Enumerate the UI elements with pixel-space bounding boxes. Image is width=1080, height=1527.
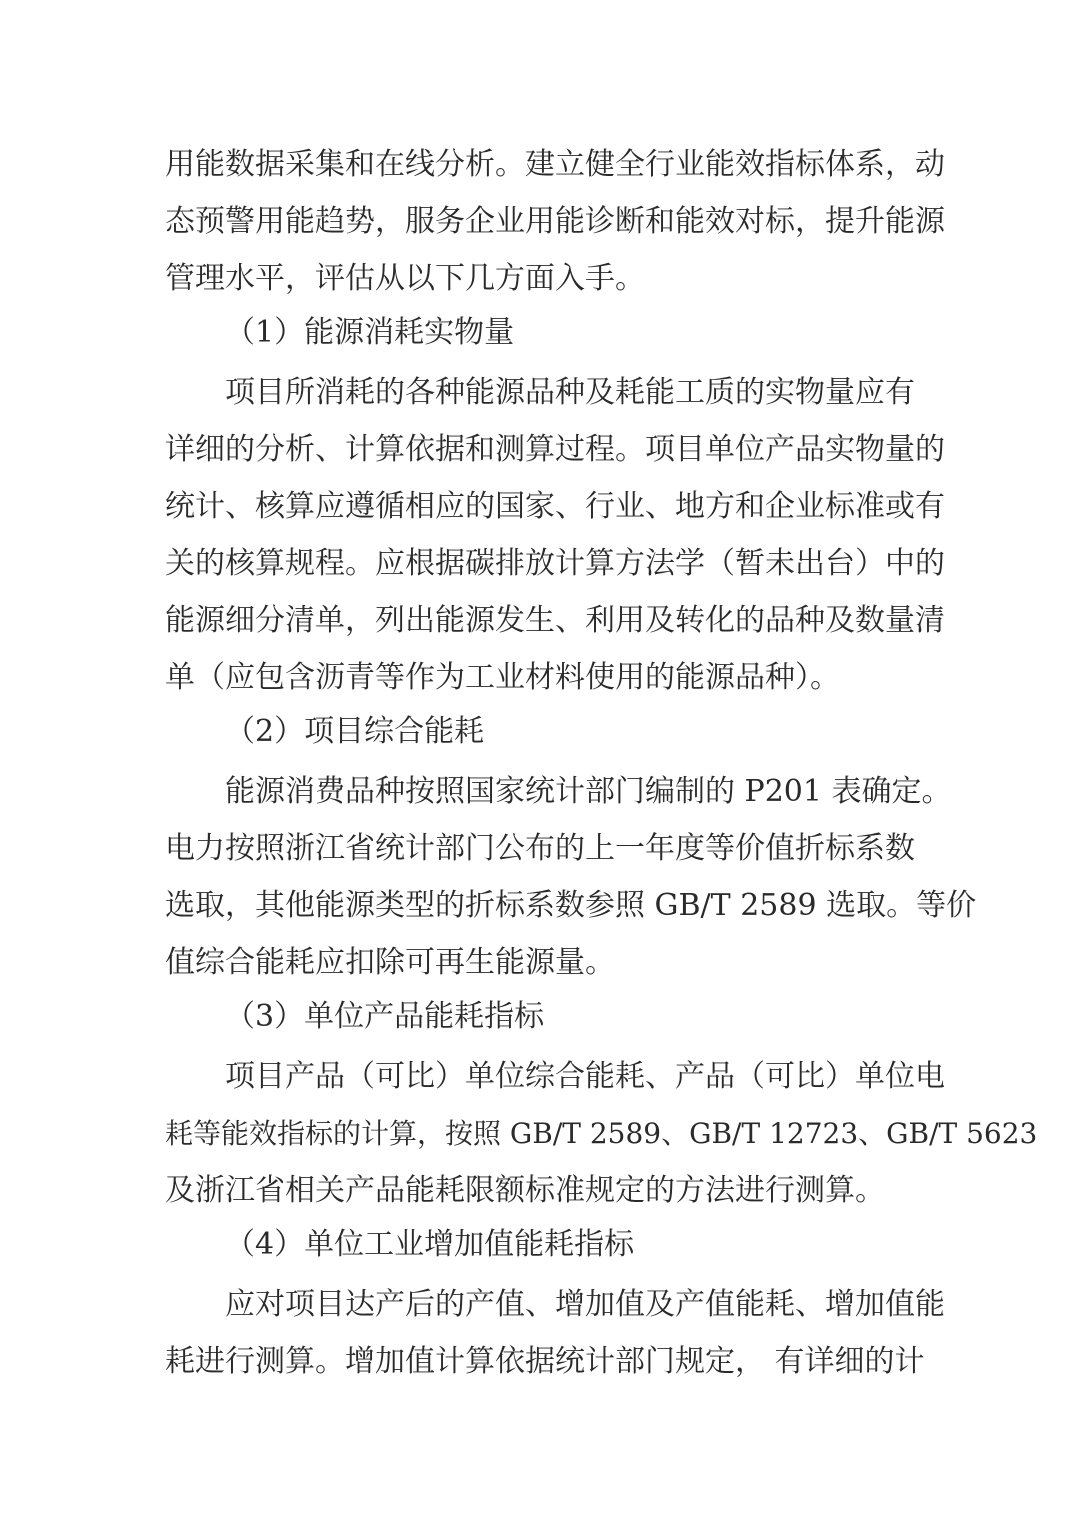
text-line: 管理水平，评估从以下几方面入手。 <box>165 261 645 296</box>
section-heading-2: （2）项目综合能耗 <box>225 714 485 749</box>
text-line: 用能数据采集和在线分析。建立健全行业能效指标体系，动 <box>165 147 945 182</box>
section-heading-4: （4）单位工业增加值能耗指标 <box>225 1227 635 1262</box>
text-line: 态预警用能趋势，服务企业用能诊断和能效对标，提升能源 <box>165 204 945 239</box>
text-line: 能源消费品种按照国家统计部门编制的 P201 表确定。 <box>225 774 952 809</box>
text-line: 值综合能耗应扣除可再生能源量。 <box>165 945 615 980</box>
text-line: 单（应包含沥青等作为工业材料使用的能源品种）。 <box>165 660 840 695</box>
text-line: 统计、核算应遵循相应的国家、行业、地方和企业标准或有 <box>165 489 945 524</box>
text-line: 电力按照浙江省统计部门公布的上一年度等价值折标系数 <box>165 831 915 866</box>
text-line: 项目产品（可比）单位综合能耗、产品（可比）单位电 <box>225 1059 945 1094</box>
section-heading-3: （3）单位产品能耗指标 <box>225 999 545 1034</box>
text-line: 选取，其他能源类型的折标系数参照 GB/T 2589 选取。等价 <box>165 888 977 923</box>
text-line: 详细的分析、计算依据和测算过程。项目单位产品实物量的 <box>165 432 945 467</box>
section-4-paragraph <box>165 1276 945 1390</box>
text-line: 关的核算规程。应根据碳排放计算方法学（暂未出台）中的 <box>165 546 945 581</box>
document-body <box>165 136 1038 1390</box>
section-1-paragraph <box>165 364 945 706</box>
text-line: 项目所消耗的各种能源品种及耗能工质的实物量应有 <box>225 375 915 410</box>
text-line: 应对项目达产后的产值、增加值及产值能耗、增加值能 <box>225 1287 945 1322</box>
text-line: 及浙江省相关产品能耗限额标准规定的方法进行测算。 <box>165 1173 885 1208</box>
section-3-paragraph <box>165 1048 1038 1219</box>
text-line: 耗进行测算。增加值计算依据统计部门规定， 有详细的计 <box>165 1344 925 1379</box>
text-line: 能源细分清单，列出能源发生、利用及转化的品种及数量清 <box>165 603 945 638</box>
intro-paragraph <box>165 136 945 307</box>
text-line: 耗等能效指标的计算，按照 GB/T 2589、GB/T 12723、GB/T 5623 <box>165 1117 1038 1150</box>
section-heading-1: （1）能源消耗实物量 <box>225 315 515 350</box>
section-2-paragraph <box>165 763 977 991</box>
